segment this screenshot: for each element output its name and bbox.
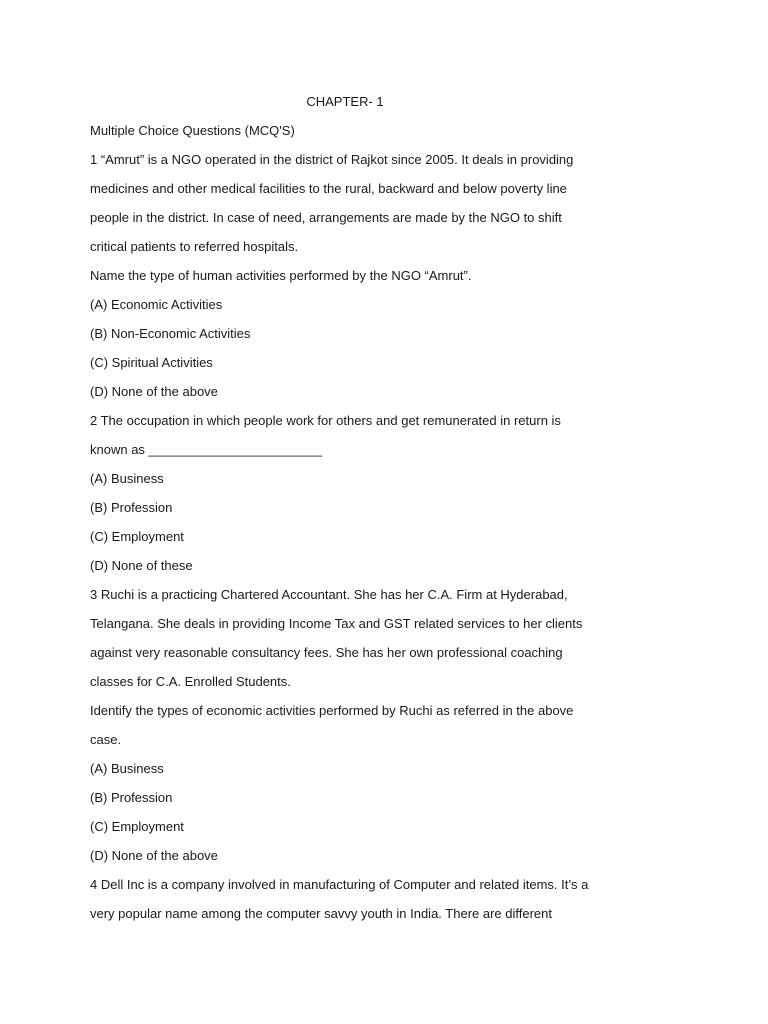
q1-option-d: (D) None of the above bbox=[90, 384, 218, 399]
document-body bbox=[90, 122, 590, 934]
q1-text-line: 1 “Amrut” is a NGO operated in the district of Rajkot since 2005. It deals in providing bbox=[90, 152, 574, 167]
q3-option-d: (D) None of the above bbox=[90, 848, 218, 863]
q1-question-prompt: Name the type of human activities performed by the NGO “Amrut”. bbox=[90, 268, 472, 283]
q3-option-c: (C) Employment bbox=[90, 819, 184, 834]
q3-question-prompt: Identify the types of economic activities performed by Ruchi as referred in the above bbox=[90, 703, 574, 718]
q3-text-line: classes for C.A. Enrolled Students. bbox=[90, 674, 291, 689]
q3-text-line: Telangana. She deals in providing Income Tax and GST related services to her clients bbox=[90, 616, 583, 631]
q3-question-prompt: case. bbox=[90, 732, 122, 747]
q2-text-line: 2 The occupation in which people work for others and get remunerated in return is bbox=[90, 413, 561, 428]
q3-option-b: (B) Profession bbox=[90, 790, 173, 805]
q4-text-line: very popular name among the computer savvy youth in India. There are different bbox=[90, 906, 553, 921]
q2-text-line: known as ________________________ bbox=[90, 442, 323, 457]
q2-option-a: (A) Business bbox=[90, 471, 164, 486]
q4-text-line: 4 Dell Inc is a company involved in manufacturing of Computer and related items. It’s a bbox=[90, 877, 589, 892]
q3-option-a: (A) Business bbox=[90, 761, 164, 776]
q1-text-line: medicines and other medical facilities to the rural, backward and below poverty line bbox=[90, 181, 567, 196]
q1-text-line: people in the district. In case of need, arrangements are made by the NGO to shift bbox=[90, 210, 562, 225]
q2-option-c: (C) Employment bbox=[90, 529, 184, 544]
section-heading: Multiple Choice Questions (MCQ'S) bbox=[90, 123, 295, 138]
q1-option-c: (C) Spiritual Activities bbox=[90, 355, 213, 370]
q1-option-a: (A) Economic Activities bbox=[90, 297, 223, 312]
q3-text-line: 3 Ruchi is a practicing Chartered Accountant. She has her C.A. Firm at Hyderabad, bbox=[90, 587, 568, 602]
q1-text-line: critical patients to referred hospitals. bbox=[90, 239, 299, 254]
q3-text-line: against very reasonable consultancy fees. She has her own professional coaching bbox=[90, 645, 563, 660]
chapter-title: CHAPTER- 1 bbox=[306, 94, 384, 109]
q2-option-d: (D) None of these bbox=[90, 558, 193, 573]
q1-option-b: (B) Non-Economic Activities bbox=[90, 326, 251, 341]
q2-option-b: (B) Profession bbox=[90, 500, 173, 515]
